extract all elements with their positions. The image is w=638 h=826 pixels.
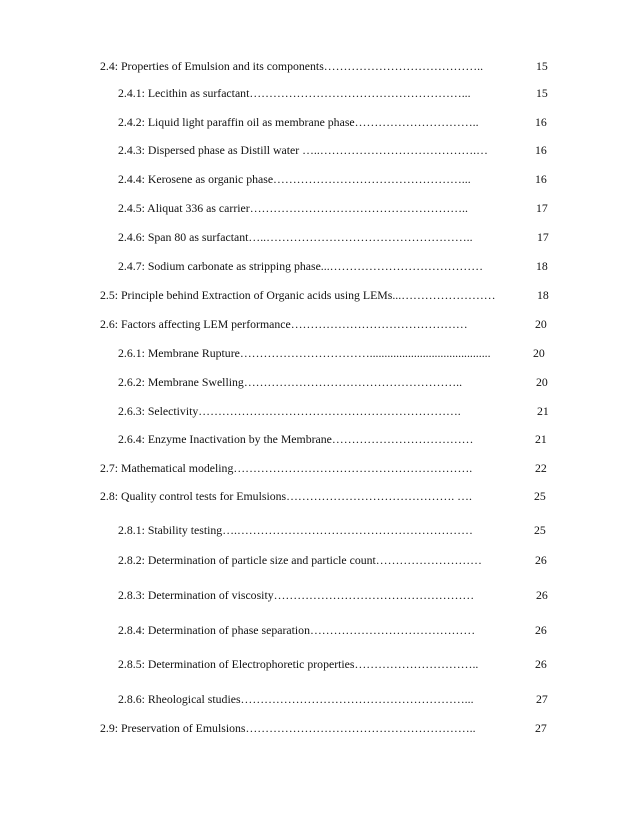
toc-entry-page: 26 [535, 553, 547, 567]
toc-entry-title: 2.6: Factors affecting LEM performance……………………………………… [100, 317, 468, 331]
toc-entry-title: 2.6.2: Membrane Swelling……………………………………………….. [118, 375, 463, 389]
toc-entry-page: 20 [535, 317, 547, 331]
toc-entry-page: 17 [537, 230, 549, 244]
toc-entry-title: 2.4: Properties of Emulsion and its components………………………………….. [100, 59, 484, 73]
toc-entry-title: 2.4.2: Liquid light paraffin oil as membrane phase………………………….. [118, 115, 479, 129]
toc-entry-page: 20 [536, 375, 548, 389]
toc-entry-page: 26 [535, 623, 547, 637]
toc-entry-title: 2.8.4: Determination of phase separation…………………………………… [118, 623, 476, 637]
toc-entry-page: 27 [536, 692, 548, 706]
toc-entry-title: 2.9: Preservation of Emulsions………………………………………………….. [100, 721, 476, 735]
toc-entry-page: 15 [536, 59, 548, 73]
toc-entry-page: 16 [535, 115, 547, 129]
toc-entry-page: 27 [535, 721, 547, 735]
toc-entry-title: 2.8.1: Stability testing….…………………………………………………… [118, 523, 473, 537]
toc-entry-title: 2.8: Quality control tests for Emulsions……………………………………. …. [100, 489, 472, 503]
toc-entry-page: 22 [535, 461, 547, 475]
toc-entry-title: 2.4.1: Lecithin as surfactant………………………………………………... [118, 86, 471, 100]
toc-entry-title: 2.4.6: Span 80 as surfactant…..…………………………………………….. [118, 230, 473, 244]
toc-entry-page: 18 [537, 288, 549, 302]
toc-entry-page: 21 [537, 404, 549, 418]
toc-entry-title: 2.4.3: Dispersed phase as Distill water …..………………………………….… [118, 143, 488, 157]
toc-entry-title: 2.7: Mathematical modeling……………………………………………………. [100, 461, 473, 475]
toc-entry-title: 2.6.1: Membrane Rupture……………………………......................................... [118, 346, 491, 360]
toc-entry-page: 26 [536, 588, 548, 602]
toc-entry-title: 2.4.7: Sodium carbonate as stripping phase...………………………………… [118, 259, 484, 273]
toc-entry-title: 2.6.4: Enzyme Inactivation by the Membrane……………………………… [118, 432, 474, 446]
toc-entry-title: 2.5: Principle behind Extraction of Organic acids using LEMs...…………………… [100, 288, 496, 302]
toc-entry-page: 15 [536, 86, 548, 100]
toc-entry-page: 16 [535, 143, 547, 157]
toc-entry-title: 2.4.4: Kerosene as organic phase…………………………………………... [118, 172, 471, 186]
toc-entry-title: 2.8.2: Determination of particle size and particle count……………………… [118, 553, 482, 567]
toc-entry-title: 2.6.3: Selectivity…………………………………………………………. [118, 404, 461, 418]
toc-entry-page: 18 [536, 259, 548, 273]
toc-entry-page: 25 [534, 489, 546, 503]
toc-entry-page: 17 [536, 201, 548, 215]
toc-entry-page: 26 [535, 657, 547, 671]
toc-entry-page: 20 [533, 346, 545, 360]
toc-entry-page: 25 [534, 523, 546, 537]
toc-entry-title: 2.8.3: Determination of viscosity…………………………………………… [118, 588, 475, 602]
toc-entry-page: 21 [535, 432, 547, 446]
toc-entry-title: 2.8.5: Determination of Electrophoretic properties………………………….. [118, 657, 479, 671]
toc-entry-title: 2.8.6: Rheological studies…………………………………………………... [118, 692, 474, 706]
toc-entry-title: 2.4.5: Aliquat 336 as carrier……………………………………………….. [118, 201, 468, 215]
toc-entry-page: 16 [535, 172, 547, 186]
